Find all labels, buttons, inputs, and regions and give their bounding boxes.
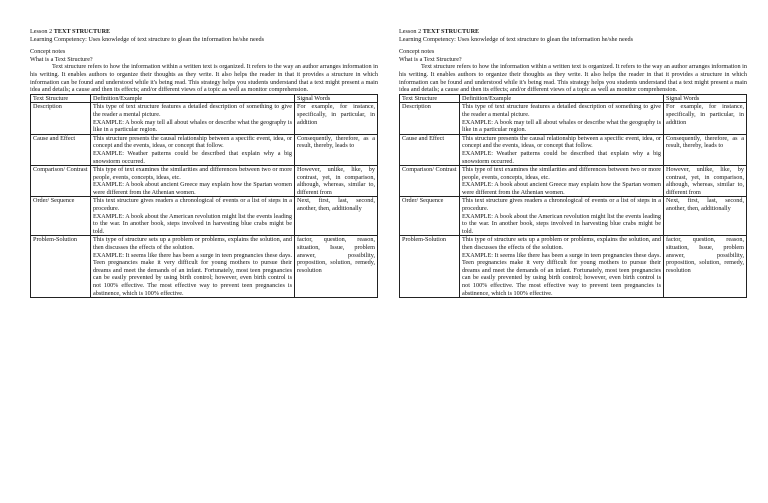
row-definition: This type of text examines the similarities and differences between two or more people, events, concepts, ideas, etc. EXAMPLE: A book about ancient Greece may explain how the Spartan women were different from the Athenian women. (91, 166, 295, 197)
learning-competency: Learning Competency: Uses knowledge of text structure to glean the information he/she needs (30, 35, 265, 43)
row-structure: Comparison/ Contrast (400, 166, 460, 197)
row-signal-words: Consequently, therefore, as a result, thereby, leads to (664, 134, 747, 165)
section-question: What is a Text Structure? (399, 55, 462, 63)
table-body (31, 103, 378, 298)
header-text-structure: Text Structure (31, 94, 91, 103)
row-definition: This type of structure sets up a problem or problems, explains the solution, and then discusses the effects of the solution. EXAMPLE: It seems like there has been a surge in teen pregnancies these days. Teen pregnancies make it very difficult for young mothers to pursue their dreams and meet the demands of an infant. Fortunately, most teen pregnancies can be easily prevented by using birth control; however, even birth control is not 100% effective. The most effective way to prevent teen pregnancies is abstinence, which is 100% effective. (91, 236, 295, 298)
row-definition: This type of structure sets up a problem or problems, explains the solution, and then discusses the effects of the solution. EXAMPLE: It seems like there has been a surge in teen pregnancies these days. Teen pregnancies make it very difficult for young mothers to pursue their dreams and meet the demands of an infant. Fortunately, most teen pregnancies can be easily prevented by using birth control; however, even birth control is not 100% effective. The most effective way to prevent teen pregnancies is abstinence, which is 100% effective. (460, 236, 664, 298)
page-right (399, 28, 747, 298)
lesson-label: Lesson 2 (399, 28, 422, 35)
row-signal-words: factor, question, reason, situation, Issue, problem answer, possibility, proposition, solution, remedy, resolution (664, 236, 747, 298)
intro-paragraph: Text structure refers to how the information within a written text is organized. It refers to the way an author arranges information in his writing. It enables authors to organize their thoughts as they write. It also helps the reader in that it provides a structure in which information can be found and understood while it's being read. This strategy helps you students understand that a text might present a main idea and details; a cause and then its effects; and/or different views of a topic as well as monitor comprehension. (399, 63, 747, 94)
row-structure: Description (31, 103, 91, 134)
lesson-heading (30, 28, 378, 36)
header-definition: Definition/Example (460, 94, 664, 103)
table-body (400, 103, 747, 298)
row-structure: Problem-Solution (400, 236, 460, 298)
row-structure: Comparison/ Contrast (31, 166, 91, 197)
lesson-heading (399, 28, 747, 36)
row-structure: Order/ Sequence (31, 197, 91, 236)
learning-competency: Learning Competency: Uses knowledge of text structure to glean the information he/she needs (399, 35, 634, 43)
header-text-structure: Text Structure (400, 94, 460, 103)
row-structure: Description (400, 103, 460, 134)
table-row (31, 197, 378, 236)
table-row (400, 103, 747, 134)
row-signal-words: Next, first, last, second, another, then, additionally (664, 197, 747, 236)
row-structure: Cause and Effect (31, 134, 91, 165)
row-signal-words: However, unlike, like, by contrast, yet, in comparison, although, whereas, similar to, different from (664, 166, 747, 197)
concept-notes-label: Concept notes (30, 48, 66, 56)
table-header-row (400, 94, 747, 103)
table-row (31, 103, 378, 134)
lesson-title: TEXT STRUCTURE (53, 28, 111, 35)
row-structure: Cause and Effect (400, 134, 460, 165)
row-definition: This structure presents the causal relationship between a specific event, idea, or concept and the events, ideas, or concept that follow. EXAMPLE: Weather patterns could be described that explain why a big snowstorm occurred. (91, 134, 295, 165)
concept-notes-label: Concept notes (399, 48, 435, 56)
header-signal-words: Signal Words (295, 94, 378, 103)
table-row (400, 197, 747, 236)
row-definition: This type of text structure features a detailed description of something to give the reader a mental picture. EXAMPLE: A book may tell all about whales or describe what the geography is like in a particular region. (91, 103, 295, 134)
row-signal-words: For example, for instance, specifically, in particular, in addition (664, 103, 747, 134)
section-question: What is a Text Structure? (30, 55, 93, 63)
row-structure: Problem-Solution (31, 236, 91, 298)
row-signal-words: Consequently, therefore, as a result, thereby, leads to (295, 134, 378, 165)
header-signal-words: Signal Words (664, 94, 747, 103)
row-definition: This text structure gives readers a chronological of events or a list of steps in a procedure. EXAMPLE: A book about the American revolution might list the events leading to the war. In another book, steps involved in harvesting blue crabs might be told. (460, 197, 664, 236)
row-signal-words: factor, question, reason, situation, Issue, problem answer, possibility, proposition, solution, remedy, resolution (295, 236, 378, 298)
table-row (400, 236, 747, 298)
row-definition: This text structure gives readers a chronological of events or a list of steps in a procedure. EXAMPLE: A book about the American revolution might list the events leading to the war. In another book, steps involved in harvesting blue crabs might be told. (91, 197, 295, 236)
table-row (31, 236, 378, 298)
table-row (31, 134, 378, 165)
row-definition: This type of text examines the similarities and differences between two or more people, events, concepts, ideas, etc. EXAMPLE: A book about ancient Greece may explain how the Spartan women were different from the Athenian women. (460, 166, 664, 197)
header-definition: Definition/Example (91, 94, 295, 103)
text-structure-table (399, 94, 747, 298)
page-left (30, 28, 378, 298)
lesson-label: Lesson 2 (30, 28, 53, 35)
row-signal-words: Next, first, last, second, another, then, additionally (295, 197, 378, 236)
row-signal-words: However, unlike, like, by contrast, yet, in comparison, although, whereas, similar to, different from (295, 166, 378, 197)
table-header-row (31, 94, 378, 103)
row-definition: This type of text structure features a detailed description of something to give the reader a mental picture. EXAMPLE: A book may tell all about whales or describe what the geography is like in a particular region. (460, 103, 664, 134)
table-row (400, 134, 747, 165)
text-structure-table (30, 94, 378, 298)
row-definition: This structure presents the causal relationship between a specific event, idea, or concept and the events, ideas, or concept that follow. EXAMPLE: Weather patterns could be described that explain why a big snowstorm occurred. (460, 134, 664, 165)
lesson-title: TEXT STRUCTURE (422, 28, 480, 35)
table-row (400, 166, 747, 197)
intro-paragraph: Text structure refers to how the information within a written text is organized. It refers to the way an author arranges information in his writing. It enables authors to organize their thoughts as they write. It also helps the reader in that it provides a structure in which information can be found and understood while it's being read. This strategy helps you students understand that a text might present a main idea and details; a cause and then its effects; and/or different views of a topic as well as monitor comprehension. (30, 63, 378, 94)
table-row (31, 166, 378, 197)
row-signal-words: For example, for instance, specifically, in particular, in addition (295, 103, 378, 134)
row-structure: Order/ Sequence (400, 197, 460, 236)
